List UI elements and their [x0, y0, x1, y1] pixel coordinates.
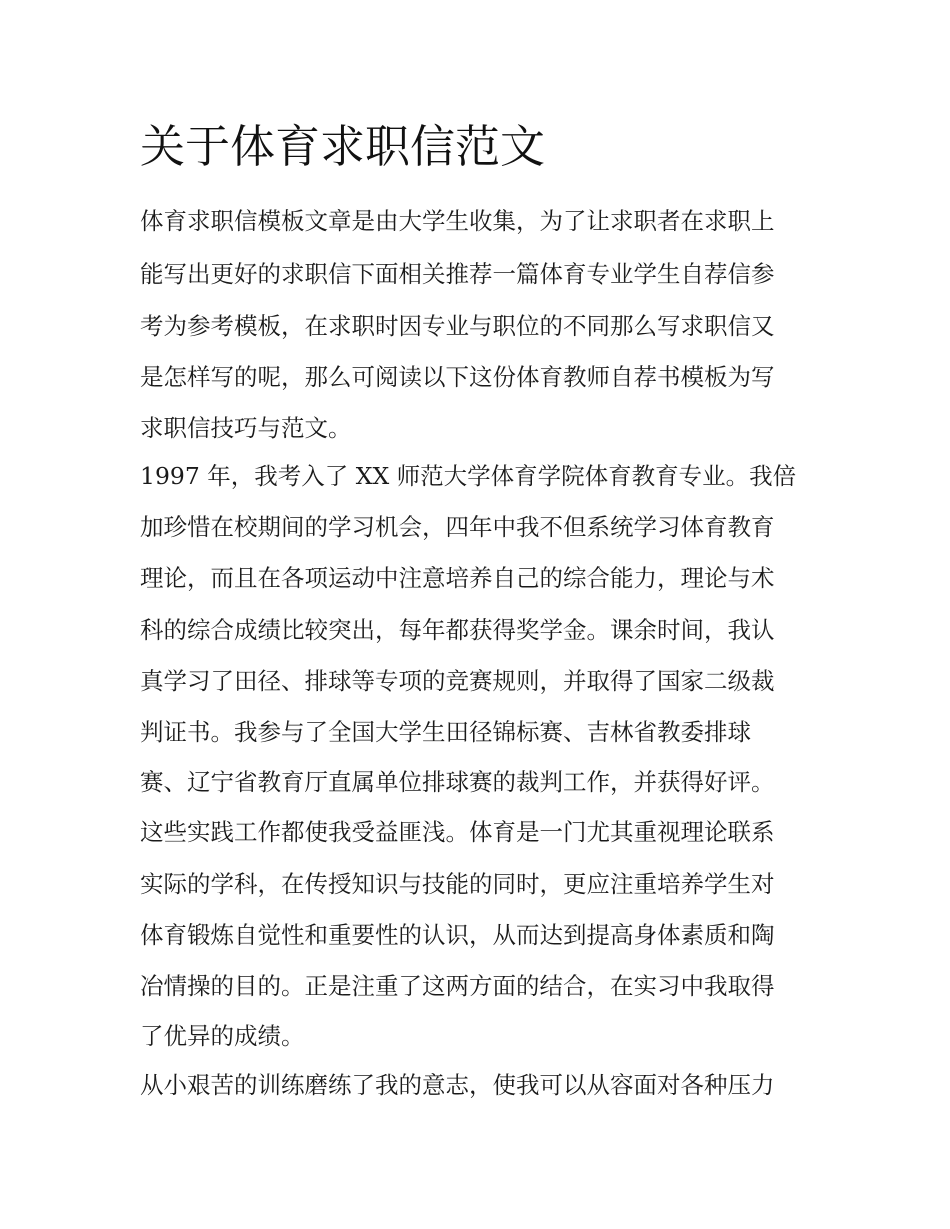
paragraph-line: 求职信技巧与范文。 [140, 414, 352, 442]
paragraph-line: 了优异的成绩。 [140, 1022, 305, 1050]
paragraph-line: 这些实践工作都使我受益匪浅。体育是一门尤其重视理论联系 [140, 818, 775, 846]
paragraph-line: 赛、辽宁省教育厅直属单位排球赛的裁判工作，并获得好评。 [140, 768, 775, 796]
document-title: 关于体育求职信范文 [140, 120, 546, 173]
paragraph-line: 考为参考模板，在求职时因专业与职位的不同那么写求职信又 [140, 312, 775, 340]
paragraph-line: 判证书。我参与了全国大学生田径锦标赛、吉林省教委排球 [140, 718, 751, 746]
paragraph-line: 真学习了田径、排球等专项的竞赛规则，并取得了国家二级裁 [140, 667, 775, 695]
paragraph-line: 加珍惜在校期间的学习机会，四年中我不但系统学习体育教育 [140, 513, 775, 541]
paragraph-line: 1997 年，我考入了 XX 师范大学体育学院体育教育专业。我倍 [140, 462, 797, 490]
paragraph-line: 体育求职信模板文章是由大学生收集，为了让求职者在求职上 [140, 207, 775, 235]
paragraph-line: 实际的学科，在传授知识与技能的同时，更应注重培养学生对 [140, 870, 775, 898]
paragraph-line: 体育锻炼自觉性和重要性的认识，从而达到提高身体素质和陶 [140, 921, 775, 949]
paragraph-line: 理论，而且在各项运动中注意培养自己的综合能力，理论与术 [140, 564, 775, 592]
paragraph-line: 冶情操的目的。正是注重了这两方面的结合，在实习中我取得 [140, 972, 775, 1000]
paragraph-line: 是怎样写的呢，那么可阅读以下这份体育教师自荐书模板为写 [140, 363, 775, 391]
paragraph-line: 能写出更好的求职信下面相关推荐一篇体育专业学生自荐信参 [140, 260, 775, 288]
paragraph-line: 从小艰苦的训练磨练了我的意志，使我可以从容面对各种压力 [140, 1071, 775, 1099]
paragraph-line: 科的综合成绩比较突出，每年都获得奖学金。课余时间，我认 [140, 616, 775, 644]
